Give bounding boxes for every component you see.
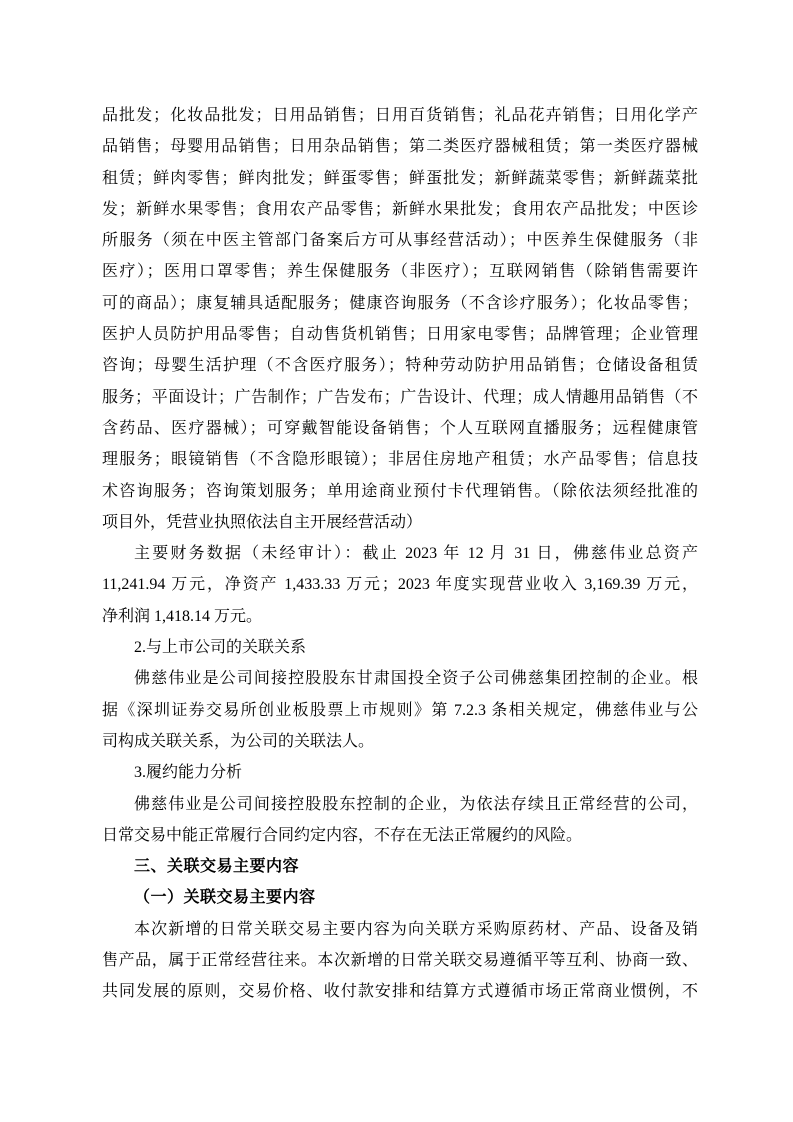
- text-line: 净利润 1,418.14 万元。: [102, 607, 263, 625]
- text-line: 理服务；眼镜销售（不含隐形眼镜）；非居住房地产租赁；水产品零售；信息技: [102, 451, 698, 469]
- text-line: 佛慈伟业是公司间接控股股东甘肃国投全资子公司佛慈集团控制的企业。根: [134, 670, 698, 688]
- text-line: 术咨询服务；咨询策划服务；单用途商业预付卡代理销售。（除依法须经批准的: [102, 482, 698, 500]
- text-line: 3.履约能力分析: [134, 764, 243, 782]
- text-line: 司构成关联关系，为公司的关联法人。: [102, 732, 375, 750]
- text-line: 品批发；化妆品批发；日用品销售；日用百货销售；礼品花卉销售；日用化学产: [102, 107, 698, 124]
- document-page: [102, 100, 698, 1008]
- text-line: 据《深圳证券交易所创业板股票上市规则》第 7.2.3 条相关规定，佛慈伟业与公: [102, 701, 698, 719]
- text-line: 日常交易中能正常履行合同约定内容，不存在无法正常履约的风险。: [102, 826, 583, 844]
- text-line: 发；新鲜水果零售；食用农产品零售；新鲜水果批发；食用农产品批发；中医诊: [102, 200, 698, 218]
- text-line: 售产品，属于正常经营往来。本次新增的日常关联交易遵循平等互利、协商一致、: [102, 952, 698, 970]
- text-line: 共同发展的原则，交易价格、收付款安排和结算方式遵循市场正常商业惯例，不: [102, 983, 698, 1001]
- text-line: 医护人员防护用品零售；自动售货机销售；日用家电零售；品牌管理；企业管理: [102, 326, 698, 344]
- text-line: 含药品、医疗器械）；可穿戴智能设备销售；个人互联网直播服务；远程健康管: [102, 419, 698, 437]
- text-line: 咨询；母婴生活护理（不含医疗服务）；特种劳动防护用品销售；仓储设备租赁: [102, 357, 698, 375]
- heading-line: 三、关联交易主要内容: [134, 858, 300, 876]
- heading-line: （一）关联交易主要内容: [134, 889, 316, 907]
- text-line: 品销售；母婴用品销售；日用杂品销售；第二类医疗器械租赁；第一类医疗器械: [102, 138, 698, 156]
- text-line: 租赁；鲜肉零售；鲜肉批发；鲜蛋零售；鲜蛋批发；新鲜蔬菜零售；新鲜蔬菜批: [102, 169, 698, 187]
- text-line: 11,241.94 万元，净资产 1,433.33 万元；2023 年度实现营业收入 3,169.39 万元，: [102, 576, 698, 594]
- text-line: 本次新增的日常关联交易主要内容为向关联方采购原药材、产品、设备及销: [134, 920, 698, 938]
- text-line: 2.与上市公司的关联关系: [134, 639, 307, 657]
- text-line: 可的商品）；康复辅具适配服务；健康咨询服务（不含诊疗服务）；化妆品零售；: [102, 294, 698, 312]
- text-line: 所服务（须在中医主管部门备案后方可从事经营活动）；中医养生保健服务（非: [102, 232, 698, 250]
- text-line: 佛慈伟业是公司间接控股股东控制的企业，为依法存续且正常经营的公司，: [134, 795, 698, 813]
- text-line: 医疗）；医用口罩零售；养生保健服务（非医疗）；互联网销售（除销售需要许: [102, 263, 698, 281]
- text-line: 主要财务数据（未经审计）：截止 2023 年 12 月 31 日，佛慈伟业总资产: [134, 545, 698, 563]
- text-line: 服务；平面设计；广告制作；广告发布；广告设计、代理；成人情趣用品销售（不: [102, 388, 698, 406]
- text-line: 项目外，凭营业执照依法自主开展经营活动）: [102, 513, 423, 531]
